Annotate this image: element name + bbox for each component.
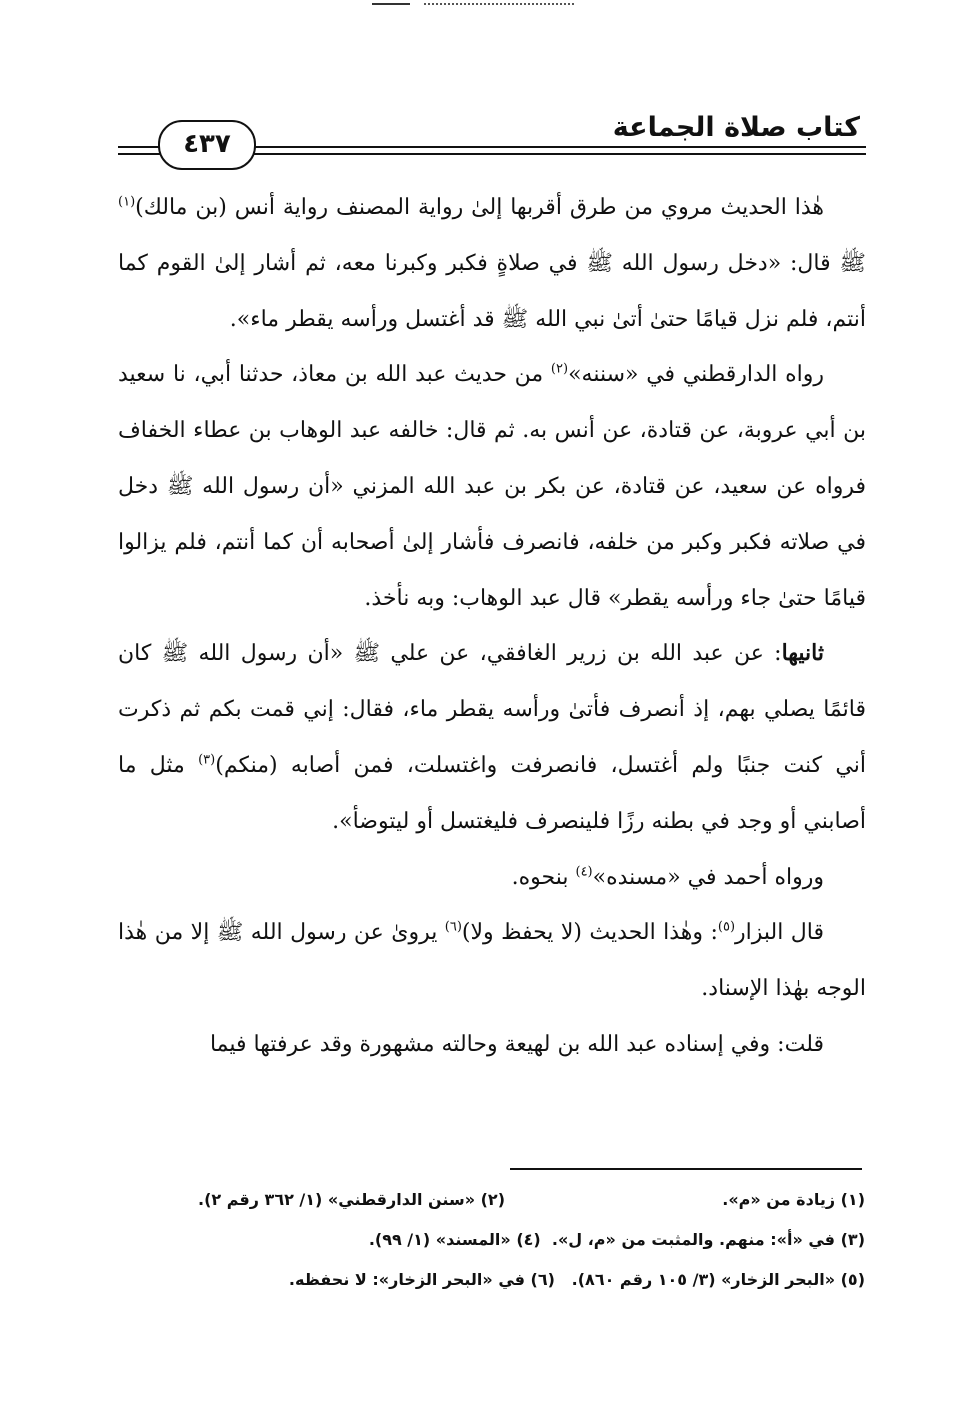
footnote-4: (٤) «المسند» (١/ ٩٩). — [368, 1230, 541, 1249]
top-scan-mark — [372, 3, 410, 5]
footnote-separator — [510, 1168, 862, 1170]
paragraph-1-continuation: ﷺ قال: «دخل رسول الله ﷺ في صلاةٍ فكبر وكبرنا معه، ثم أشار إلىٰ القوم كما أنتم، فلم نزل قيامًا حتىٰ أتىٰ نبي الله ﷺ قد أغتسل ورأسه يقطر ماء». — [118, 250, 866, 332]
paragraph-5-continuation: يروىٰ عن رسول الله ﷺ إلا من هٰذا الوجه بهٰذا الإسناد. — [118, 920, 866, 1002]
footnote-line-3 — [140, 1260, 865, 1300]
paragraph-5-middle: : وهٰذا الحديث (لا يحفظ ولا) — [461, 920, 718, 946]
paragraph-3-continuation: مثل ما أصابني أو وجد في بطنه رزًا فلينصرف فليغتسل أو ليتوضأ». — [118, 752, 866, 834]
footnote-ref-6: (٦) — [444, 920, 462, 936]
paragraph-3 — [118, 626, 866, 849]
book-title: كتاب صلاة الجماعة — [612, 112, 860, 143]
paragraph-5-text: قال البزار — [735, 920, 824, 946]
footnote-3: (٣) في «أ»: منهم. والمثبت من «م، ل». — [551, 1230, 865, 1249]
footnote-ref-4: (٤) — [575, 864, 593, 880]
paragraph-1 — [118, 180, 866, 347]
footnote-line-1 — [140, 1180, 865, 1220]
footnote-2: (٢) «سنن الدارقطني» (١/ ٣٦٢ رقم ٢). — [198, 1190, 505, 1209]
paragraph-6: قلت: وفي إسناده عبد الله بن لهيعة وحالته مشهورة وقد عرفتها فيما — [209, 1031, 824, 1057]
footnotes — [140, 1180, 865, 1300]
main-text — [118, 180, 866, 1073]
footnote-ref-1: (١) — [118, 194, 136, 210]
paragraph-4 — [118, 850, 866, 906]
paragraph-4-continuation: بنحوه. — [511, 864, 576, 890]
paragraph-2 — [118, 347, 866, 626]
top-scan-dots — [424, 3, 574, 5]
footnote-ref-5: (٥) — [717, 920, 736, 936]
paragraph-2-text: رواه الدارقطني في «سننه» — [568, 362, 824, 388]
footnote-ref-3: (٣) — [198, 752, 216, 768]
footnote-6: (٦) في «البحر الزخار»: لا نحفظه. — [288, 1270, 555, 1289]
footnote-ref-2: (٢) — [550, 362, 569, 378]
paragraph-5 — [118, 905, 866, 1017]
footnote-line-2 — [140, 1220, 865, 1260]
footnote-5: (٥) «البحر الزخار» (٣/ ١٠٥ رقم ٨٦٠). — [571, 1270, 865, 1289]
page-header — [118, 108, 866, 168]
paragraph-3-lead: ثانيها — [781, 640, 824, 667]
paragraph-1-text: هٰذا الحديث مروي من طرق أقربها إلىٰ رواية المصنف رواية أنس (بن مالك) — [135, 195, 824, 220]
footnote-1: (١) زيادة من «م». — [722, 1190, 865, 1209]
paragraph-4-text: ورواه أحمد في «مسنده» — [592, 864, 824, 890]
paragraph-3-text: : عن عبد الله بن زرير الغافقي، عن علي ﷺ «أن رسول الله ﷺ كان قائمًا يصلي بهم، إذ أنصرف فأتىٰ ورأسه يقطر ماء، فقال: إني قمت بكم ثم ذكرت أني كنت جنبًا ولم أغتسل، فانصرفت واغتسلت، فمن أصابه (منكم) — [118, 641, 866, 778]
page-number: ٤٣٧ — [158, 120, 256, 170]
paragraph-2-continuation: من حديث عبد الله بن معاذ، حدثنا أبي، نا سعيد بن أبي عروبة، عن قتادة، عن أنس به. ثم قال: خالفه عبد الوهاب بن عطاء الخفاف فرواه عن سعيد، عن قتادة، عن بكر بن عبد الله المزني «أن رسول الله ﷺ دخل في صلاته فكبر وكبر من خلفه، فانصرف فأشار إلىٰ أصحابه أن كما أنتم، فلم يزالوا قيامًا حتىٰ جاء ورأسه يقطر» قال عبد الوهاب: وبه نأخذ. — [118, 362, 866, 611]
